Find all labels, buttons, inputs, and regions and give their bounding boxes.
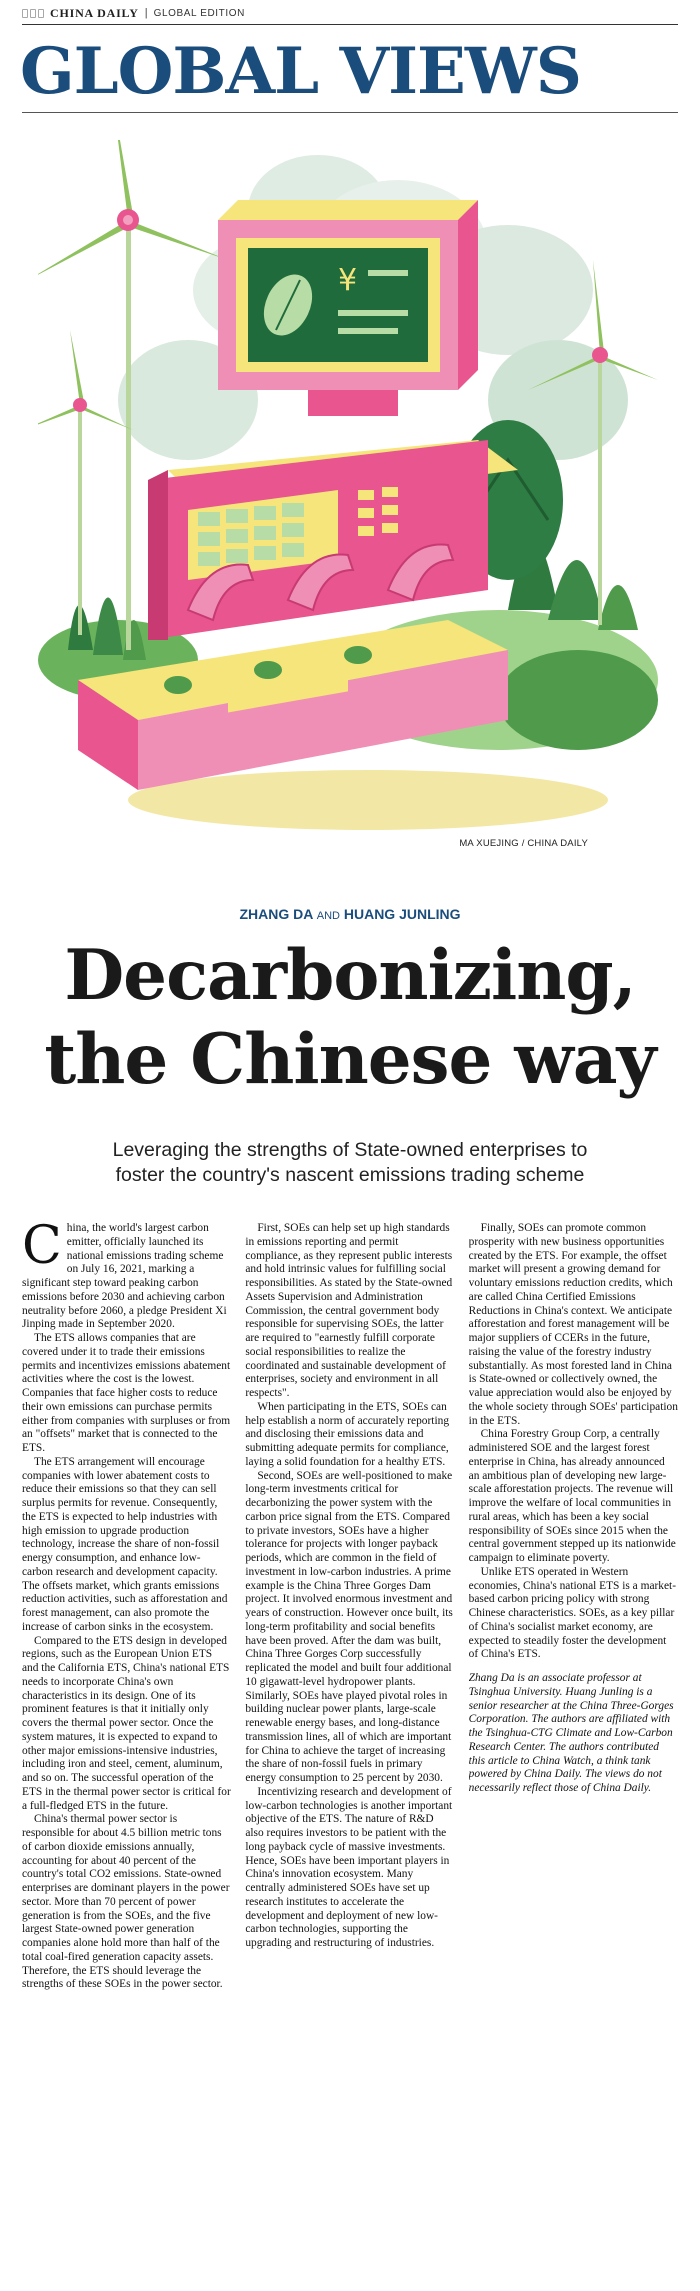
author-bio: Zhang Da is an associate professor at Tsinghua University. Huang Junling is a senior researcher at the China Three-Gorges Corporation. The authors are affiliated with the Tsinghua-CTG Climate and Low-Carbon Research Center. The authors contributed this article to China Watch, a think tank powered by China Daily. The views do not necessarily reflect those of China Daily. (468, 1672, 674, 1794)
paragraph-10: Finally, SOEs can promote common prosperity with new business opportunities created by the ETS. For example, the offset market will present a growing demand for voluntary emissions reduction credits, which are called China Certified Emissions Reductions in China's context. We anticipate afforestation and forest management will be major suppliers of CCERs in the future, raising the value of the forestry industry substantially. As most forested land in China is State-owned or collectively owned, the value appreciation would also be enjoyed by the whole society through SOEs' participation in the ETS. (468, 1222, 678, 1427)
illustration-credit: MA XUEJING / CHINA DAILY (459, 838, 588, 849)
cash-register-illustration (38, 140, 658, 860)
section-title[interactable]: GLOBAL VIEWS (20, 34, 581, 109)
headline-line-2: the Chinese way (44, 1019, 656, 1100)
paragraph-11: China Forestry Group Corp, a centrally administered SOE and the largest forest enterprise in China, has already announced an ambitious plan of developing new large-scale afforestation projects. The revenue will improve the welfare of local communities in rural areas, which has been a key social responsibility of SOEs since 2015 when the central government stepped up its nationwide campaign to eliminate poverty. (468, 1428, 676, 1564)
edition-label: GLOBAL EDITION (153, 7, 245, 19)
masthead (22, 6, 245, 20)
dek-line-2: foster the country's nascent emissions trading scheme (115, 1164, 585, 1186)
paragraph-6: First, SOEs can help set up high standards in emissions reporting and permit compliance, as they represent public interests and hold intrinsic values for fulfilling social responsibilities. As stated by the State-owned Assets Supervision and Administration Commission, the central government body responsible for supervising SOEs, the latter are required to "earnestly fulfill corporate social responsibilities to realize the coordinated and sustainable development of enterprises, society and environment in all respects". (245, 1222, 453, 1399)
byline (0, 906, 700, 922)
drop-cap: C (22, 1222, 62, 1276)
paragraph-9: Incentivizing research and development of low-carbon technologies is another important objective of the ETS. The nature of R&D also requires investors to be patient with the long payback cycle of massive investments. Hence, SOEs have been important players in China's innovation ecosystem. Many centrally administered SOEs have set up research institutes to accelerate the development and deployment of new low-carbon technologies, supporting the upgrading and restructuring of industries. (245, 1785, 453, 1949)
section-rule (22, 112, 678, 113)
wind-turbine-small-left (38, 330, 133, 635)
paragraph-2: The ETS allows companies that are covered under it to trade their emissions permits and incentivizes emissions abatement activities where the cost is the lowest. Companies that face higher costs to reduce their own emissions can purchase permits either from companies with surpluses or from an "offsets" market that is connected to the ETS. (22, 1332, 231, 1454)
author-1[interactable]: ZHANG DA (239, 906, 313, 922)
paragraph-4: Compared to the ETS design in developed regions, such as the European Union ETS and the California ETS, China's national ETS needs to incorporate China's own characteristics in its design. One of its prominent features is that it initially only covers the thermal power sector. Once the system matures, it is expected to expand to other major emissions-intensive industries, including iron and steel, cement, aluminum, and so on. The successful operation of the ETS in the thermal power sector is critical for a full-fledged ETS in the future. (22, 1634, 231, 1812)
article-body (22, 1222, 678, 2284)
paragraph-12: Unlike ETS operated in Western economies, China's national ETS is a market-based carbon pricing policy with strong Chinese characteristics. SOEs, as a key pillar of China's socialist market economy, are expected to steadily foster the development of China's ETS. (468, 1565, 677, 1661)
dek (0, 1138, 700, 1188)
column-1 (22, 1222, 231, 2284)
paragraph-1-text: hina, the world's largest carbon emitter, officially launched its national emissions trading scheme on July 16, 2021, marking a significant step toward peaking carbon emissions before 2030 and achieving carbon neutrality before 2060, a pledge President Xi Jinping made in September 2020. (22, 1222, 227, 1331)
cash-register (78, 200, 518, 790)
paragraph-8: Second, SOEs are well-positioned to make long-term investments critical for decarbonizing the power system with the carbon price signal from the ETS. Compared to private investors, SOEs have a higher tolerance for projects with longer payback periods, which are common in the field of investment in low-carbon industries. A prime example is the China Three Gorges Dam project. It involved enormous investment and years of construction. However once built, its long-term profitability and social benefits have been proved. After the dam was built, China Three Gorges Corp successfully replicated the model and built four additional 10 gigawatt-level hydropower plants. Similarly, SOEs have played pivotal roles in building nuclear power plants, large-scale renewable energy bases, and long-distance transmission lines, all of which are important for China to achieve the target of increasing the share of non-fossil fuels in primary energy consumption to 25 percent by 2030. (245, 1469, 453, 1784)
paragraph-5: China's thermal power sector is responsible for about 4.5 billion metric tons of carbon dioxide emissions annually, accounting for about 40 percent of the country's total CO2 emissions. State-owned enterprises are dominant players in the power sector. More than 70 percent of power generation is from the SOEs, and the five largest State-owned power generation companies alone hold more than half of the total coal-fired generation capacity assets. Therefore, the ETS should leverage the strengths of these SOEs in the power sector. (22, 1813, 230, 1991)
headline-line-1: Decarbonizing, (64, 935, 636, 1016)
screen-yen-icon: ¥ (338, 263, 358, 298)
paragraph-1 (22, 1222, 231, 1332)
column-2 (245, 1222, 454, 2284)
author-2[interactable]: HUANG JUNLING (343, 906, 461, 922)
publication-name[interactable]: CHINA DAILY (50, 5, 139, 20)
dek-line-1: Leveraging the strengths of State-owned enterprises to (112, 1139, 588, 1161)
author-joiner: AND (316, 910, 340, 922)
headline (0, 934, 700, 1102)
masthead-separator: | (144, 7, 148, 19)
newspaper-logo-icon (22, 9, 44, 18)
masthead-rule (22, 24, 678, 25)
paragraph-7: When participating in the ETS, SOEs can help establish a norm of accurately reporting and disclosing their emissions data and submitting adequate permits for compliance, laying a solid foundation for a healthy ETS. (245, 1400, 450, 1468)
column-3 (469, 1222, 678, 2284)
paragraph-3: The ETS arrangement will encourage companies with lower abatement costs to reduce their emissions so that they can sell surplus permits for revenue. Consequently, the ETS is expected to help industries with high emission to upgrade production technology, increase the share of non-fossil energy consumption, and enhance low-carbon research and development capacity. The offsets market, which grants emissions reduction activities, such as afforestation and forest management, can also promote the increase of carbon sinks in the ecosystem. (22, 1455, 228, 1633)
